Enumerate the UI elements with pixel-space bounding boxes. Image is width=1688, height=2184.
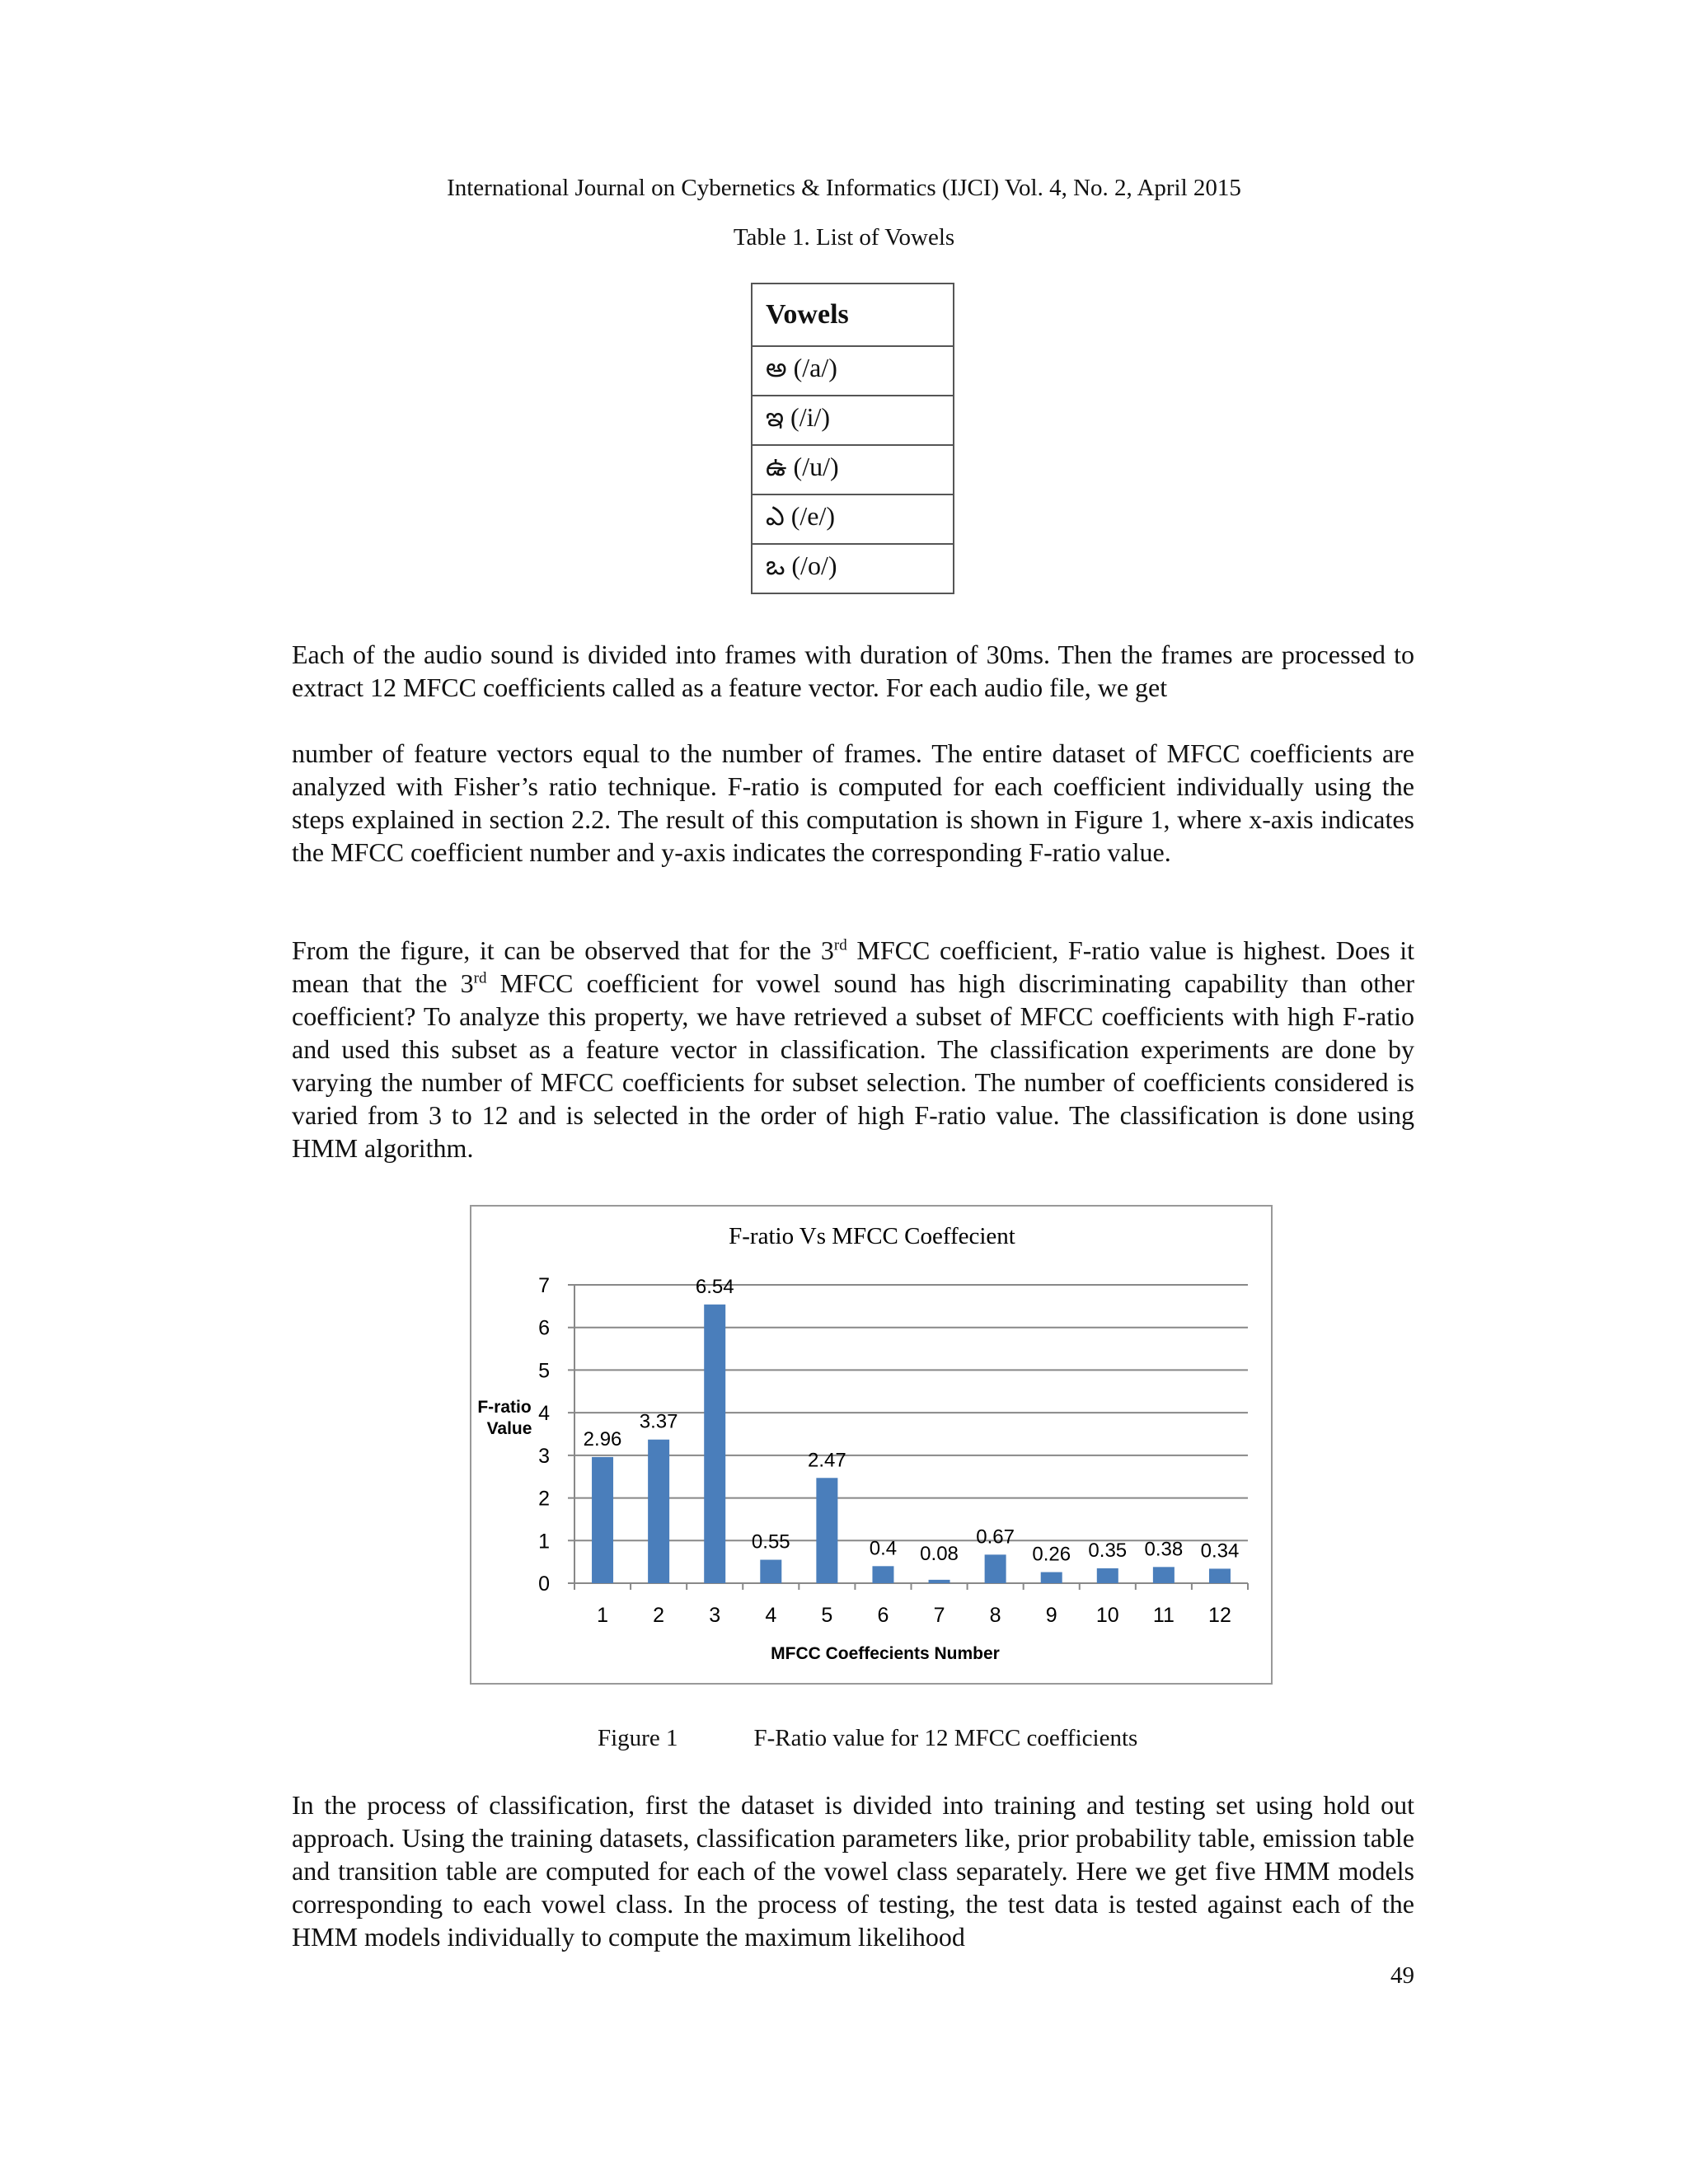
page-number: 49 [1390, 1962, 1414, 1989]
x-tick-label: 5 [821, 1604, 833, 1627]
paragraph-3-part: MFCC coefficient, F-ratio value is highest. Does it mean that the 3 [292, 935, 1415, 998]
f-ratio-chart [470, 1205, 1273, 1685]
data-label: 0.26 [1032, 1543, 1071, 1566]
paragraph-3-part: MFCC coefficient for vowel sound has high discriminating capability than other coefficient? To analyze this property, we have retrieved a subset of MFCC coefficients with high F-ratio and used this subset as a feature vector in classification. The classification experiments are done by varying the number of MFCC coefficients for subset selection. The number of coefficients considered is varied from 3 to 12 and is selected in the order of high F-ratio value. The classification is done using HMM algorithm. [292, 968, 1415, 1163]
data-label: 0.4 [869, 1537, 898, 1560]
table-row: ఉ (/u/) [752, 445, 954, 494]
x-tick-label: 8 [989, 1604, 1001, 1627]
data-label: 0.08 [920, 1542, 959, 1565]
bar [648, 1440, 669, 1583]
data-label: 0.34 [1200, 1540, 1240, 1563]
y-tick-label: 7 [538, 1274, 550, 1297]
paragraph-1: Each of the audio sound is divided into frames with duration of 30ms. Then the frames are processed to extract 12 MFCC coefficients called as a feature vector. For each audio file, we get [292, 640, 1414, 702]
figure-label: Figure 1 [598, 1725, 678, 1751]
bar [929, 1580, 950, 1583]
bar [1209, 1568, 1231, 1583]
y-axis-label: F-ratio [477, 1398, 532, 1417]
bar [1041, 1572, 1062, 1583]
chart-svg [471, 1207, 1271, 1683]
paragraph-4: In the process of classification, first the dataset is divided into training and testing set using hold out approach. Using the training datasets, classification parameters like, prior probability table, emission table and transition table are computed for each of the vowel class separately. Here we get five HMM models corresponding to each vowel class. In the process of testing, the test data is tested against each of the HMM models individually to compute the maximum likelihood [292, 1790, 1414, 1952]
bar [985, 1554, 1006, 1583]
data-label: 0.55 [751, 1530, 790, 1554]
y-tick-label: 3 [538, 1444, 550, 1468]
bar [872, 1566, 893, 1583]
bar [1097, 1568, 1118, 1583]
x-tick-label: 7 [933, 1604, 945, 1627]
paragraph-3 [292, 934, 1414, 1165]
paragraph-3-part: From the figure, it can be observed that for the 3 [292, 935, 834, 965]
table-row: ఎ (/e/) [752, 494, 954, 544]
x-tick-label: 6 [877, 1604, 889, 1627]
x-tick-label: 11 [1152, 1604, 1175, 1627]
table-caption: Table 1. List of Vowels [733, 224, 955, 251]
x-tick-label: 3 [709, 1604, 721, 1627]
y-tick-label: 5 [538, 1359, 550, 1383]
vowels-table [751, 283, 954, 594]
bar [816, 1478, 837, 1583]
y-tick-label: 1 [538, 1530, 550, 1554]
figure-caption-text: F-Ratio value for 12 MFCC coefficients [753, 1725, 1138, 1751]
vowels-table-header: Vowels [752, 284, 954, 346]
y-tick-label: 0 [538, 1572, 550, 1596]
y-tick-label: 6 [538, 1316, 550, 1340]
table-row: అ (/a/) [752, 346, 954, 396]
data-label: 0.35 [1088, 1539, 1128, 1562]
x-tick-label: 10 [1095, 1604, 1119, 1627]
x-tick-label: 1 [597, 1604, 608, 1627]
chart-title: F-ratio Vs MFCC Coeffecient [729, 1223, 1015, 1249]
data-label: 0.67 [976, 1526, 1015, 1549]
y-axis-label: Value [486, 1419, 532, 1438]
table-row: ఇ (/i/) [752, 396, 954, 445]
superscript: rd [473, 969, 487, 987]
y-tick-label: 2 [538, 1487, 550, 1511]
y-tick-label: 4 [538, 1402, 550, 1426]
data-label: 6.54 [695, 1275, 734, 1298]
data-label: 2.96 [583, 1427, 622, 1451]
bar [592, 1457, 613, 1583]
bar [760, 1560, 781, 1583]
x-axis-label: MFCC Coeffecients Number [771, 1644, 1000, 1663]
x-tick-label: 4 [765, 1604, 777, 1627]
table-row: ఒ (/o/) [752, 544, 954, 593]
data-label: 0.38 [1144, 1538, 1184, 1561]
x-tick-label: 9 [1045, 1604, 1057, 1627]
x-tick-label: 2 [653, 1604, 665, 1627]
superscript: rd [833, 936, 847, 954]
paragraph-2: number of feature vectors equal to the number of frames. The entire dataset of MFCC coefficients are analyzed with Fisher’s ratio technique. F-ratio is computed for each coefficient individually using the steps explained in section 2.2. The result of this computation is shown in Figure 1, where x-axis indicates the MFCC coefficient number and y-axis indicates the corresponding F-ratio value. [292, 738, 1414, 867]
data-label: 3.37 [639, 1410, 678, 1433]
bar [704, 1305, 725, 1583]
x-tick-label: 12 [1208, 1604, 1231, 1627]
journal-header: International Journal on Cybernetics & Informatics (IJCI) Vol. 4, No. 2, April 2015 [447, 175, 1241, 201]
figure-caption [598, 1725, 1137, 1752]
data-label: 2.47 [808, 1449, 846, 1472]
bar [1153, 1567, 1175, 1583]
